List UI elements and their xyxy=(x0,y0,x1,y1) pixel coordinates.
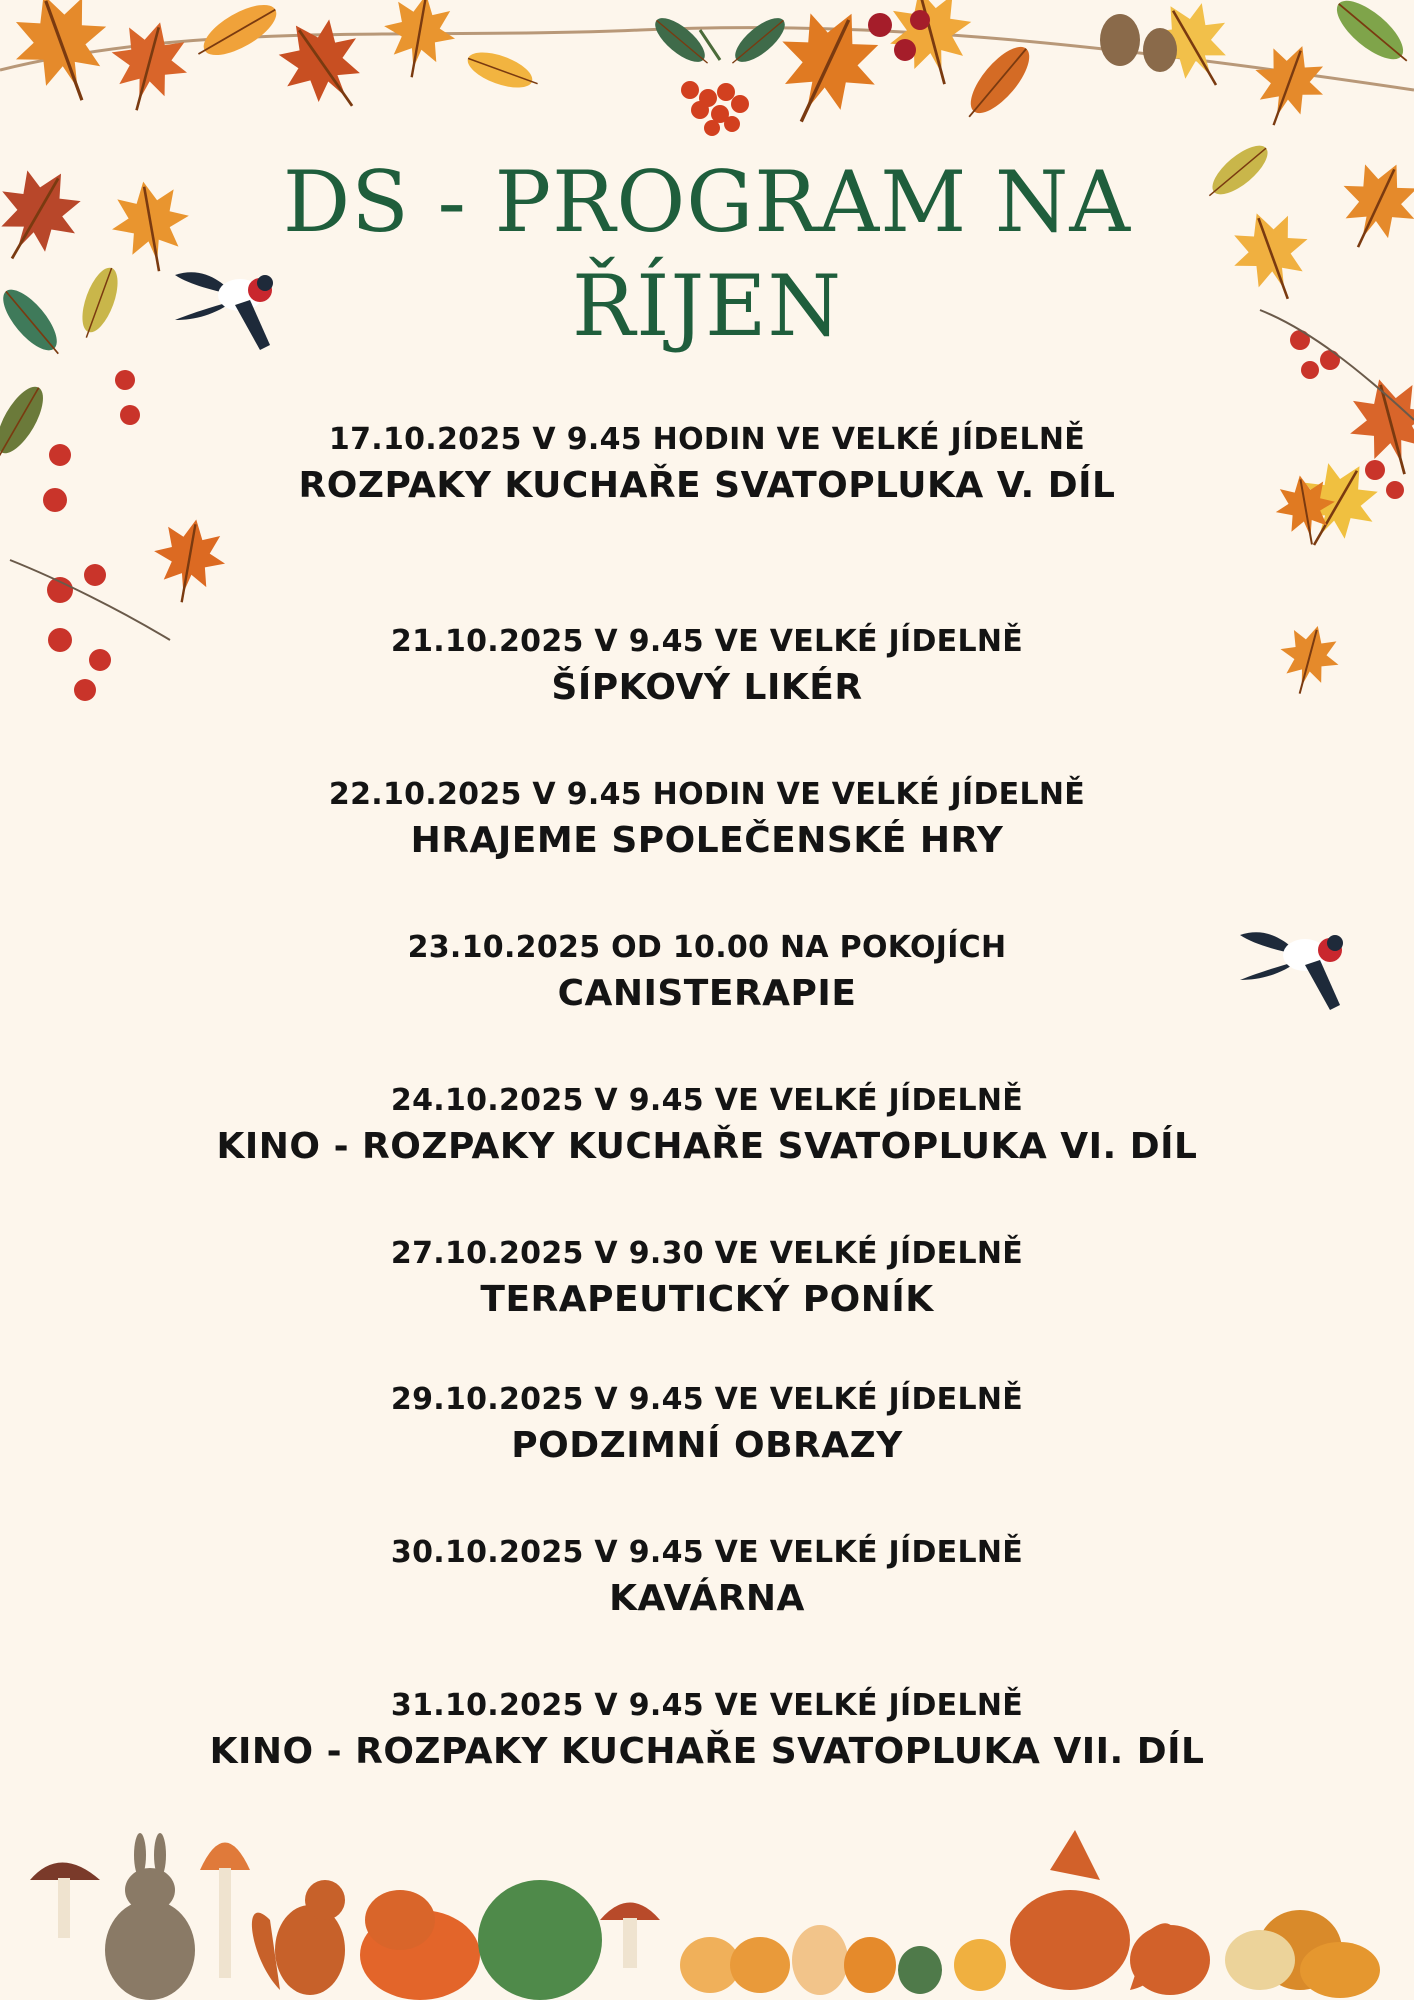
event-item xyxy=(0,1380,1414,1472)
event-title: KINO - ROZPAKY KUCHAŘE SVATOPLUKA VII. DÍL xyxy=(209,1731,1205,1772)
event-time: 22.10.2025 V 9.45 HODIN VE VELKÉ JÍDELNĚ xyxy=(328,777,1086,812)
event-time: 23.10.2025 OD 10.00 NA POKOJÍCH xyxy=(407,930,1007,965)
title-line-1: DS - PROGRAM NA xyxy=(282,153,1132,251)
event-time: 29.10.2025 V 9.45 VE VELKÉ JÍDELNĚ xyxy=(390,1382,1024,1417)
event-item xyxy=(0,420,1414,512)
event-title: CANISTERAPIE xyxy=(557,973,857,1014)
event-title: ŠÍPKOVÝ LIKÉR xyxy=(551,667,863,708)
event-time: 24.10.2025 V 9.45 VE VELKÉ JÍDELNĚ xyxy=(390,1083,1024,1118)
event-item xyxy=(0,1234,1414,1326)
event-title: KAVÁRNA xyxy=(609,1578,805,1619)
event-title: KINO - ROZPAKY KUCHAŘE SVATOPLUKA VI. DÍL xyxy=(216,1126,1198,1167)
event-time: 21.10.2025 V 9.45 VE VELKÉ JÍDELNĚ xyxy=(390,624,1024,659)
event-item xyxy=(0,1081,1414,1173)
event-item xyxy=(0,1533,1414,1625)
event-time: 30.10.2025 V 9.45 VE VELKÉ JÍDELNĚ xyxy=(390,1535,1024,1570)
event-time: 31.10.2025 V 9.45 VE VELKÉ JÍDELNĚ xyxy=(390,1688,1024,1723)
event-item xyxy=(0,775,1414,867)
event-title: TERAPEUTICKÝ PONÍK xyxy=(480,1279,934,1320)
event-time: 27.10.2025 V 9.30 VE VELKÉ JÍDELNĚ xyxy=(390,1236,1024,1271)
event-item xyxy=(0,1686,1414,1778)
title-line-2: ŘÍJEN xyxy=(572,257,842,355)
event-title: ROZPAKY KUCHAŘE SVATOPLUKA V. DÍL xyxy=(298,465,1116,506)
event-item xyxy=(0,928,1414,1020)
event-item xyxy=(0,622,1414,714)
event-title: PODZIMNÍ OBRAZY xyxy=(511,1425,903,1466)
event-time: 17.10.2025 V 9.45 HODIN VE VELKÉ JÍDELNĚ xyxy=(328,422,1086,457)
event-title: HRAJEME SPOLEČENSKÉ HRY xyxy=(410,820,1004,861)
